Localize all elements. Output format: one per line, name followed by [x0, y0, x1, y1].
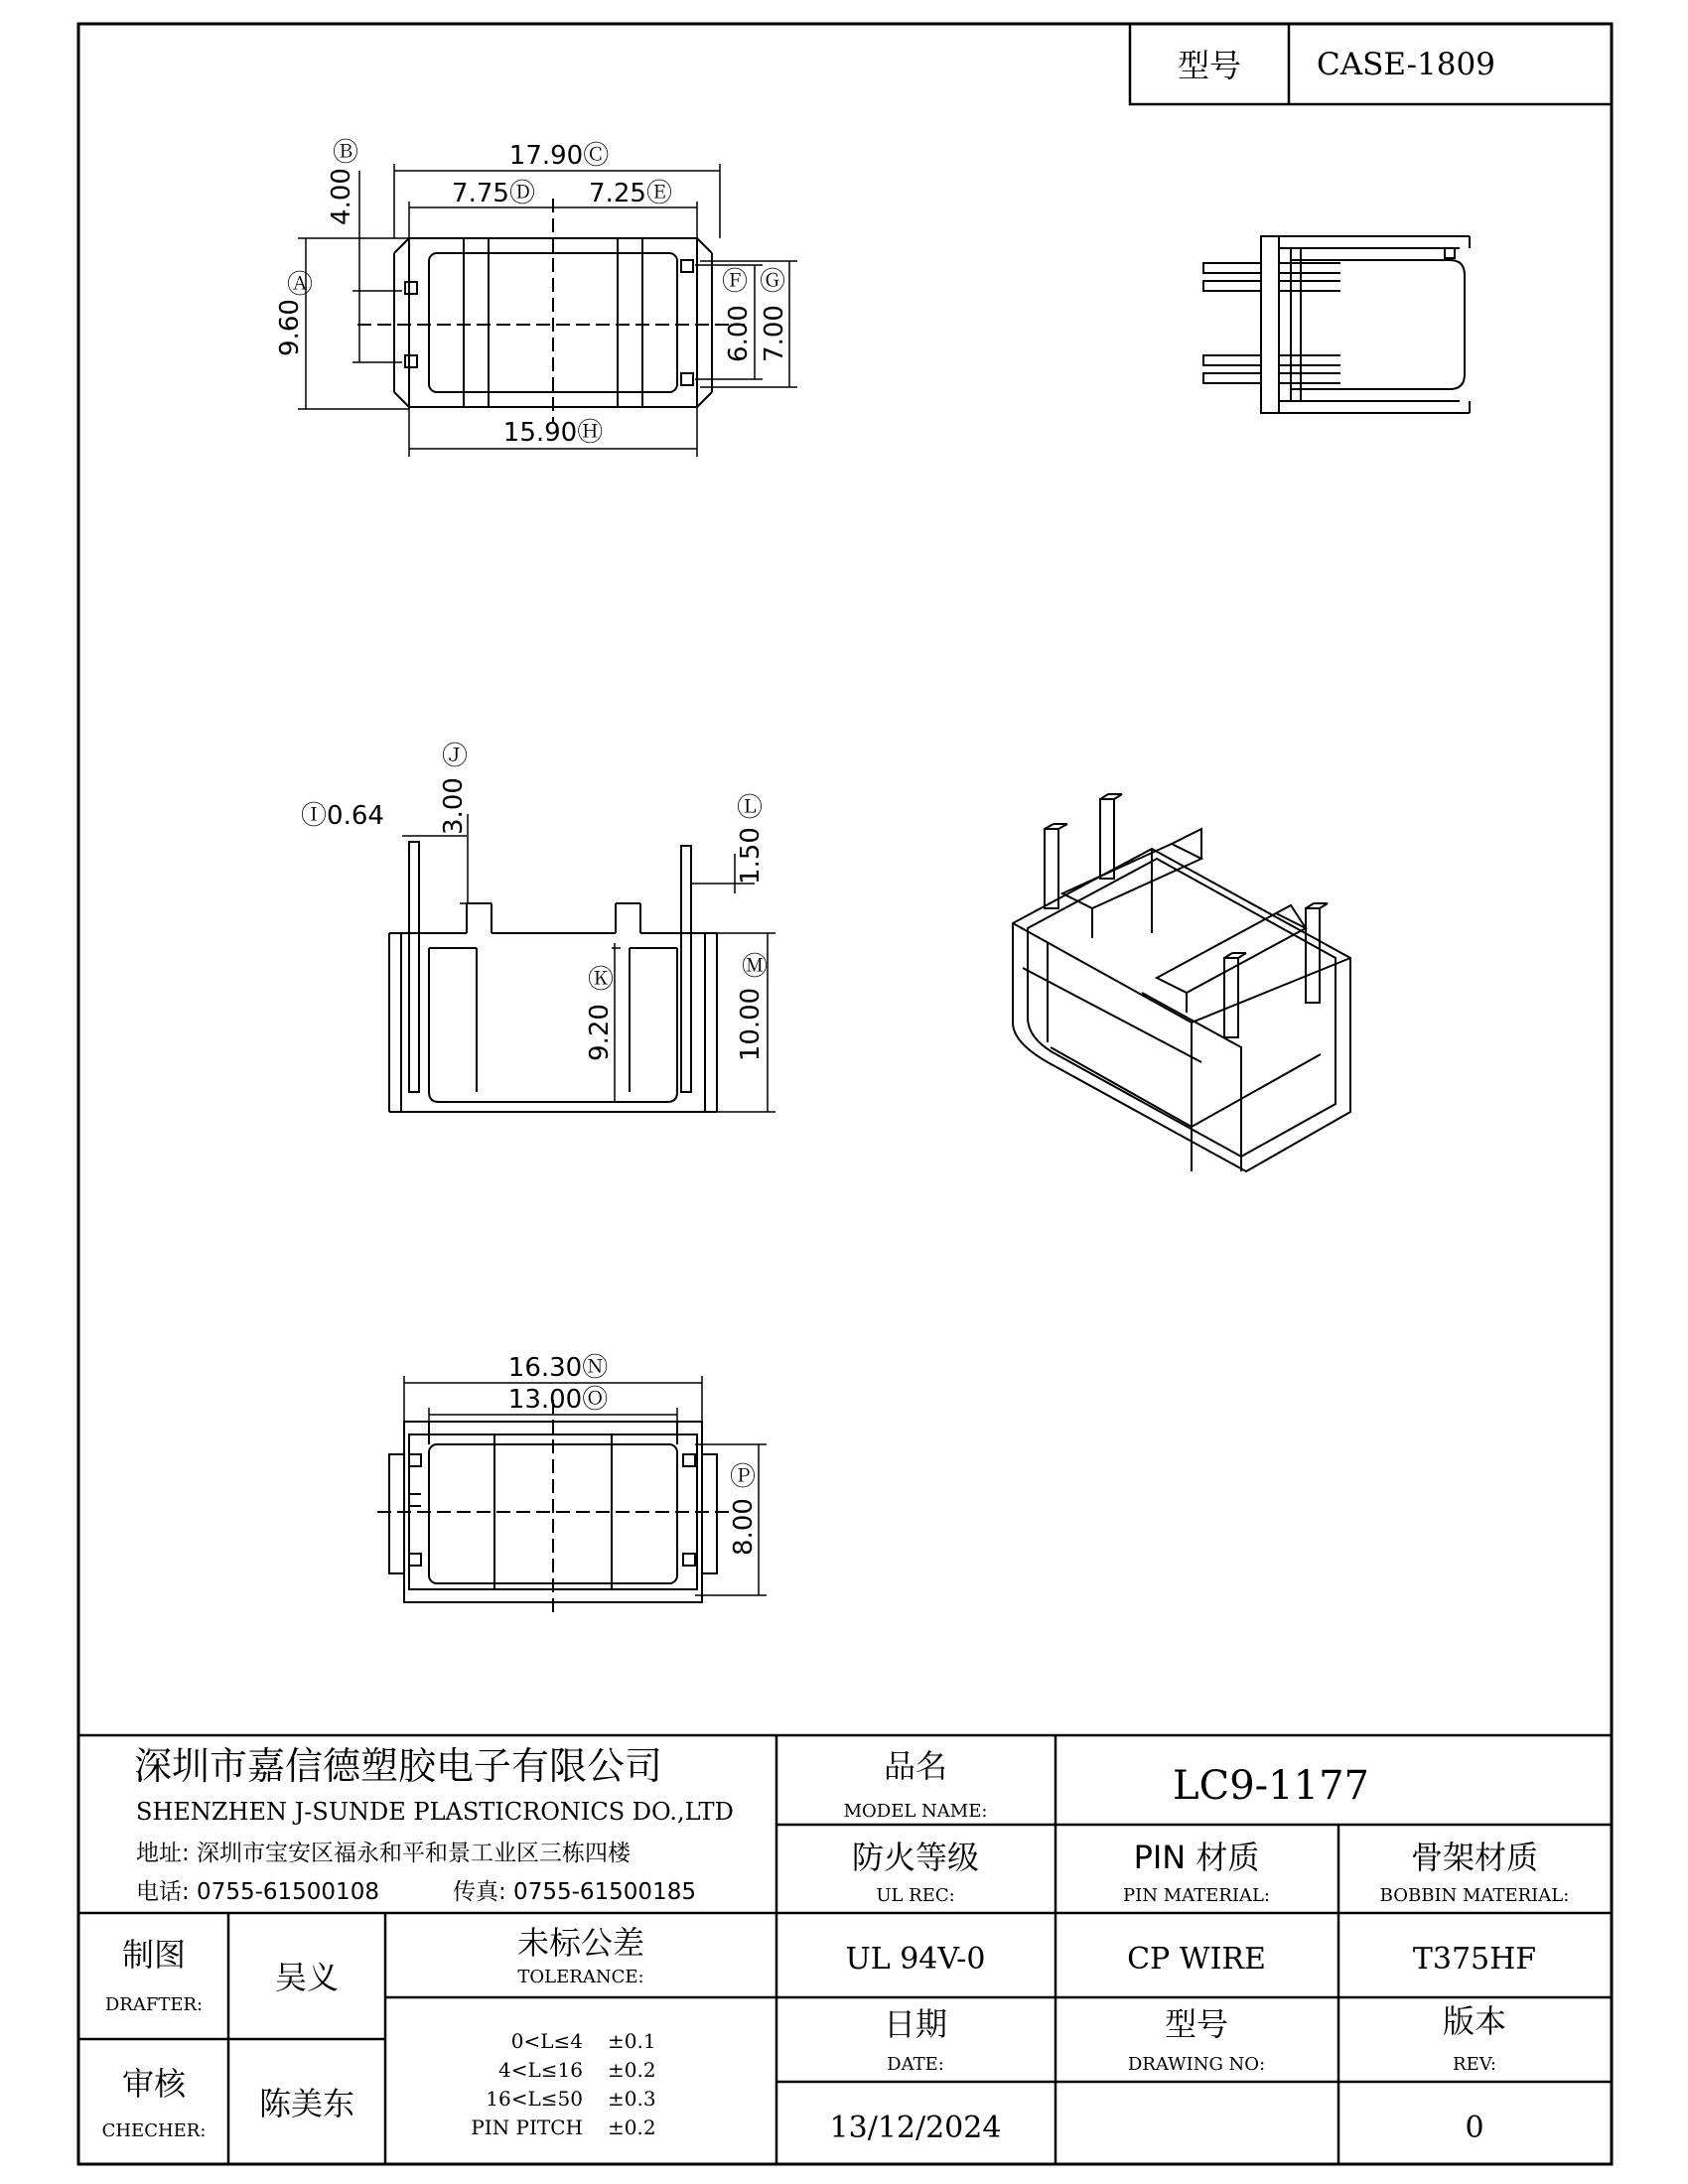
- label-k: Ⓚ: [587, 965, 615, 995]
- dim-4-00: 4.00: [327, 168, 356, 225]
- ul-rec-cn: 防火等级: [851, 1839, 980, 1876]
- dim-7-75: 7.75Ⓓ: [452, 179, 535, 208]
- company-phone: 电话: 0755-61500108: [136, 1879, 379, 1905]
- header-model-box: [1130, 24, 1612, 104]
- checker-name: 陈美东: [258, 2085, 355, 2122]
- company-name-cn: 深圳市嘉信德塑胶电子有限公司: [134, 1744, 663, 1788]
- header-model-value: CASE-1809: [1317, 47, 1495, 82]
- top-view: [298, 164, 797, 457]
- front-view-labels: [301, 742, 768, 1061]
- date-value: 13/12/2024: [829, 2111, 1002, 2145]
- model-name-cn: 品名: [883, 1747, 948, 1785]
- front-view: [389, 814, 775, 1112]
- tolerance-cn: 未标公差: [516, 1924, 645, 1962]
- pin-material-en: PIN MATERIAL:: [1123, 1885, 1270, 1906]
- dim-9-20: 9.20: [585, 1004, 615, 1061]
- dim-3-00: 3.00: [439, 777, 469, 835]
- tolerance-en: TOLERANCE:: [517, 1967, 644, 1987]
- label-p: Ⓟ: [729, 1462, 757, 1492]
- dim-0-64: Ⓘ0.64: [301, 801, 384, 831]
- model-name-en: MODEL NAME:: [843, 1801, 988, 1822]
- tolerance-value: ±0.2: [608, 2116, 656, 2139]
- dim-15-90: 15.90Ⓗ: [502, 418, 604, 448]
- dim-17-90: 17.90Ⓒ: [508, 141, 610, 171]
- tolerance-range: 0<L≤4: [510, 2029, 583, 2053]
- label-j: Ⓙ: [441, 742, 469, 771]
- dim-1-50: 1.50: [736, 827, 766, 885]
- pin-material-cn: PIN 材质: [1133, 1839, 1260, 1876]
- rev-en: REV:: [1453, 2054, 1496, 2075]
- drafter-name: 吴义: [274, 1959, 340, 1996]
- dim-10-00: 10.00: [736, 987, 766, 1062]
- label-f: Ⓕ: [721, 267, 749, 297]
- date-cn: 日期: [883, 2005, 948, 2043]
- header-model-label: 型号: [1177, 47, 1242, 84]
- tolerance-value: ±0.1: [608, 2029, 656, 2053]
- side-view: [1203, 236, 1470, 413]
- dim-13-00: 13.00Ⓞ: [507, 1385, 609, 1415]
- title-block-text: [102, 1744, 1570, 2145]
- dim-8-00: 8.00: [729, 1498, 759, 1556]
- drafter-cn: 制图: [121, 1936, 187, 1974]
- date-en: DATE:: [887, 2054, 944, 2075]
- tolerance-value: ±0.3: [608, 2087, 656, 2111]
- tolerance-range: 16<L≤50: [486, 2087, 583, 2111]
- label-b: Ⓑ: [332, 138, 359, 168]
- checker-cn: 审核: [121, 2065, 187, 2103]
- drawing-no-en: DRAWING NO:: [1127, 2054, 1266, 2075]
- label-m: Ⓜ: [741, 952, 769, 982]
- tolerance-value: ±0.2: [608, 2058, 656, 2082]
- drawing-no-cn: 型号: [1164, 2005, 1229, 2043]
- bobbin-value: T375HF: [1412, 1942, 1537, 1977]
- dim-7-00: 7.00: [760, 305, 789, 362]
- ul-value: UL 94V-0: [845, 1942, 986, 1977]
- rev-cn: 版本: [1442, 2002, 1507, 2040]
- rev-value: 0: [1465, 2111, 1484, 2145]
- checker-en: CHECHER:: [101, 2120, 207, 2141]
- label-g: Ⓖ: [759, 267, 786, 297]
- bobbin-material-cn: 骨架材质: [1410, 1839, 1539, 1876]
- bobbin-material-en: BOBBIN MATERIAL:: [1379, 1885, 1570, 1906]
- ul-rec-en: UL REC:: [876, 1885, 955, 1906]
- dim-9-60: 9.60: [275, 299, 305, 356]
- dim-6-00: 6.00: [724, 305, 754, 362]
- company-name-en: SHENZHEN J-SUNDE PLASTICRONICS DO.,LTD: [136, 1798, 734, 1826]
- isometric-view: [1013, 794, 1350, 1171]
- label-a: Ⓐ: [286, 270, 314, 300]
- tolerance-range: PIN PITCH: [471, 2116, 583, 2139]
- company-address: 地址: 深圳市宝安区福永和平和景工业区三栋四楼: [136, 1841, 632, 1866]
- drafter-en: DRAFTER:: [104, 1994, 204, 2015]
- label-l: Ⓛ: [736, 793, 764, 823]
- dim-16-30: 16.30Ⓝ: [507, 1353, 609, 1383]
- pin-value: CP WIRE: [1127, 1942, 1266, 1977]
- model-name-value: LC9-1177: [1173, 1763, 1369, 1809]
- dim-7-25: 7.25Ⓔ: [589, 179, 672, 208]
- company-fax: 传真: 0755-61500185: [453, 1879, 696, 1905]
- tolerance-range: 4<L≤16: [498, 2058, 583, 2082]
